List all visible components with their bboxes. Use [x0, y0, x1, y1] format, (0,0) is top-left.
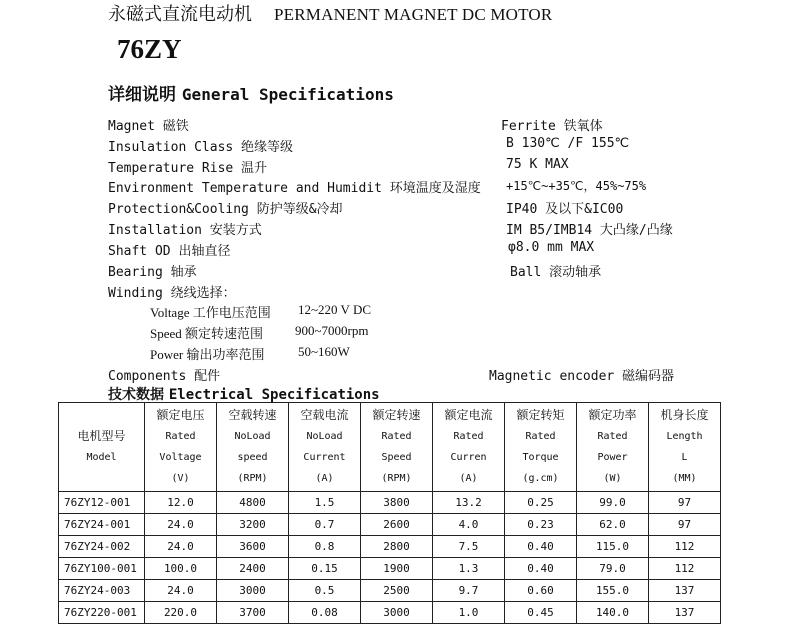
table-cell: 2500	[361, 580, 433, 602]
table-body	[59, 492, 721, 624]
header-rated-torque	[505, 403, 577, 492]
table-cell: 0.08	[289, 602, 361, 624]
table-cell: 1.3	[433, 558, 505, 580]
header-en-1: Rated	[597, 431, 628, 442]
spec-label-protection: Protection&Cooling 防护等级&冷却	[108, 202, 343, 217]
table-cell: 97	[649, 514, 721, 536]
table-cell: 0.7	[289, 514, 361, 536]
header-rated-voltage	[145, 403, 217, 492]
winding-voltage-value: 12~220 V DC	[298, 302, 372, 317]
table-cell: 0.5	[289, 580, 361, 602]
components-value: Magnetic encoder 磁编码器	[489, 369, 675, 384]
table-cell: 2800	[361, 536, 433, 558]
spec-label-magnet: Magnet 磁铁	[108, 119, 189, 134]
table-cell: 2600	[361, 514, 433, 536]
table-header-row	[59, 403, 721, 492]
table-cell: 3200	[217, 514, 289, 536]
spec-label-environment: Environment Temperature and Humidit 环境温度及湿度	[108, 181, 481, 196]
header-en-1: NoLoad	[234, 431, 271, 442]
spec-value-shaft: φ8.0 mm MAX	[508, 240, 595, 255]
model-title: 76ZY	[117, 34, 182, 64]
spec-value-insulation: B 130℃ /F 155℃	[506, 136, 630, 151]
table-cell: 0.45	[505, 602, 577, 624]
header-en-2: L	[681, 452, 688, 463]
table-row	[59, 558, 721, 580]
header-unit: (RPM)	[237, 473, 268, 484]
spec-label-insulation: Insulation Class 绝缘等级	[108, 140, 294, 155]
header-en-2: Speed	[381, 452, 412, 463]
header-cn: 机身长度	[660, 408, 709, 422]
table-cell: 3700	[217, 602, 289, 624]
spec-value-magnet: Ferrite 铁氧体	[501, 119, 603, 134]
table-cell-model: 76ZY24-003	[59, 580, 145, 602]
header-en-1: Rated	[525, 431, 556, 442]
table-cell: 0.23	[505, 514, 577, 536]
header-cn: 空载电流	[300, 408, 349, 422]
table-cell: 220.0	[145, 602, 217, 624]
table-cell: 0.25	[505, 492, 577, 514]
table-cell-model: 76ZY24-001	[59, 514, 145, 536]
header-unit: (g.cm)	[522, 473, 559, 484]
table-cell: 7.5	[433, 536, 505, 558]
table-cell: 9.7	[433, 580, 505, 602]
table-cell: 155.0	[577, 580, 649, 602]
table-cell: 24.0	[145, 536, 217, 558]
header-en-2: Voltage	[159, 452, 202, 463]
header-en-1: Rated	[165, 431, 196, 442]
table-cell: 24.0	[145, 580, 217, 602]
winding-power-value: 50~160W	[298, 344, 350, 359]
spec-label-temperature-rise: Temperature Rise 温升	[108, 161, 268, 176]
table-row	[59, 580, 721, 602]
header-unit: (A)	[459, 473, 478, 484]
table-row	[59, 536, 721, 558]
header-en-1: NoLoad	[306, 431, 343, 442]
table-cell: 100.0	[145, 558, 217, 580]
header-cn: 额定功率	[588, 408, 637, 422]
table-cell-model: 76ZY100-001	[59, 558, 145, 580]
title-english: PERMANENT MAGNET DC MOTOR	[274, 5, 553, 24]
general-heading-cn: 详细说明	[108, 85, 176, 105]
table-cell: 97	[649, 492, 721, 514]
header-rated-power	[577, 403, 649, 492]
header-rated-current	[433, 403, 505, 492]
table-cell-model: 76ZY220-001	[59, 602, 145, 624]
components-label: Components 配件	[108, 369, 221, 384]
spec-value-bearing: Ball 滚动轴承	[510, 265, 602, 280]
table-cell: 12.0	[145, 492, 217, 514]
header-cn: 额定转矩	[516, 408, 565, 422]
header-en-2: Torque	[522, 452, 559, 463]
table-cell: 0.60	[505, 580, 577, 602]
table-cell: 112	[649, 536, 721, 558]
general-heading-en: General Specifications	[181, 85, 394, 104]
table-cell: 3600	[217, 536, 289, 558]
header-cn: 额定电流	[444, 408, 493, 422]
table-cell: 99.0	[577, 492, 649, 514]
table-cell: 0.40	[505, 536, 577, 558]
header-en-2: Curren	[450, 452, 487, 463]
spec-value-temperature-rise: 75 K MAX	[506, 157, 569, 172]
header-unit: (W)	[603, 473, 622, 484]
page-title	[108, 0, 552, 26]
table-cell: 140.0	[577, 602, 649, 624]
header-noload-speed	[217, 403, 289, 492]
table-cell: 137	[649, 580, 721, 602]
spec-label-shaft: Shaft OD 出轴直径	[108, 244, 231, 259]
table-cell: 0.40	[505, 558, 577, 580]
table-row	[59, 514, 721, 536]
header-en-1: Rated	[453, 431, 484, 442]
table-cell-model: 76ZY24-002	[59, 536, 145, 558]
header-cn: 空载转速	[228, 408, 277, 422]
header-en-2: Current	[303, 452, 346, 463]
electrical-heading-cn: 技术数据	[108, 387, 164, 403]
winding-voltage-label: Voltage 工作电压范围	[150, 305, 271, 320]
table-cell: 3000	[217, 580, 289, 602]
header-unit: (V)	[171, 473, 190, 484]
header-en-1: Rated	[381, 431, 412, 442]
table-cell: 1900	[361, 558, 433, 580]
electrical-specifications-table	[58, 402, 721, 624]
spec-value-installation: IM B5/IMB14 大凸缘/凸缘	[506, 223, 673, 238]
header-length	[649, 403, 721, 492]
spec-label-installation: Installation 安装方式	[108, 223, 262, 238]
table-cell: 0.8	[289, 536, 361, 558]
table-row	[59, 492, 721, 514]
table-cell: 62.0	[577, 514, 649, 536]
header-unit: (A)	[315, 473, 334, 484]
header-en-2: speed	[237, 452, 268, 463]
header-model-en: Model	[86, 452, 117, 463]
header-cn: 额定电压	[156, 408, 205, 422]
header-rated-speed	[361, 403, 433, 492]
table-cell: 0.15	[289, 558, 361, 580]
table-cell: 1.5	[289, 492, 361, 514]
title-chinese: 永磁式直流电动机	[108, 4, 252, 25]
table-cell-model: 76ZY12-001	[59, 492, 145, 514]
electrical-heading-en: Electrical Specifications	[168, 387, 380, 403]
header-noload-current	[289, 403, 361, 492]
winding-label: Winding 绕线选择：	[108, 286, 236, 301]
header-unit: (MM)	[672, 473, 697, 484]
spec-label-bearing: Bearing 轴承	[108, 265, 197, 280]
table-row	[59, 602, 721, 624]
winding-speed-value: 900~7000rpm	[295, 323, 369, 338]
winding-speed-label: Speed 额定转速范围	[150, 326, 264, 341]
table-cell: 112	[649, 558, 721, 580]
table-cell: 13.2	[433, 492, 505, 514]
table-cell: 3800	[361, 492, 433, 514]
table-cell: 1.0	[433, 602, 505, 624]
table-cell: 137	[649, 602, 721, 624]
header-en-1: Length	[666, 431, 703, 442]
spec-value-protection: IP40 及以下&IC00	[506, 202, 624, 217]
table-cell: 3000	[361, 602, 433, 624]
header-unit: (RPM)	[381, 473, 412, 484]
table-cell: 2400	[217, 558, 289, 580]
table-cell: 4800	[217, 492, 289, 514]
header-cn: 额定转速	[372, 408, 421, 422]
header-en-2: Power	[597, 452, 628, 463]
table-cell: 24.0	[145, 514, 217, 536]
table-cell: 79.0	[577, 558, 649, 580]
table-cell: 115.0	[577, 536, 649, 558]
spec-value-environment: +15℃~+35℃，45%~75%	[506, 179, 647, 193]
winding-power-label: Power 输出功率范围	[150, 347, 265, 362]
general-specifications-heading	[108, 80, 394, 105]
electrical-specifications-heading	[108, 384, 380, 404]
header-model-cn: 电机型号	[77, 429, 126, 443]
table-cell: 4.0	[433, 514, 505, 536]
header-model	[59, 403, 145, 492]
